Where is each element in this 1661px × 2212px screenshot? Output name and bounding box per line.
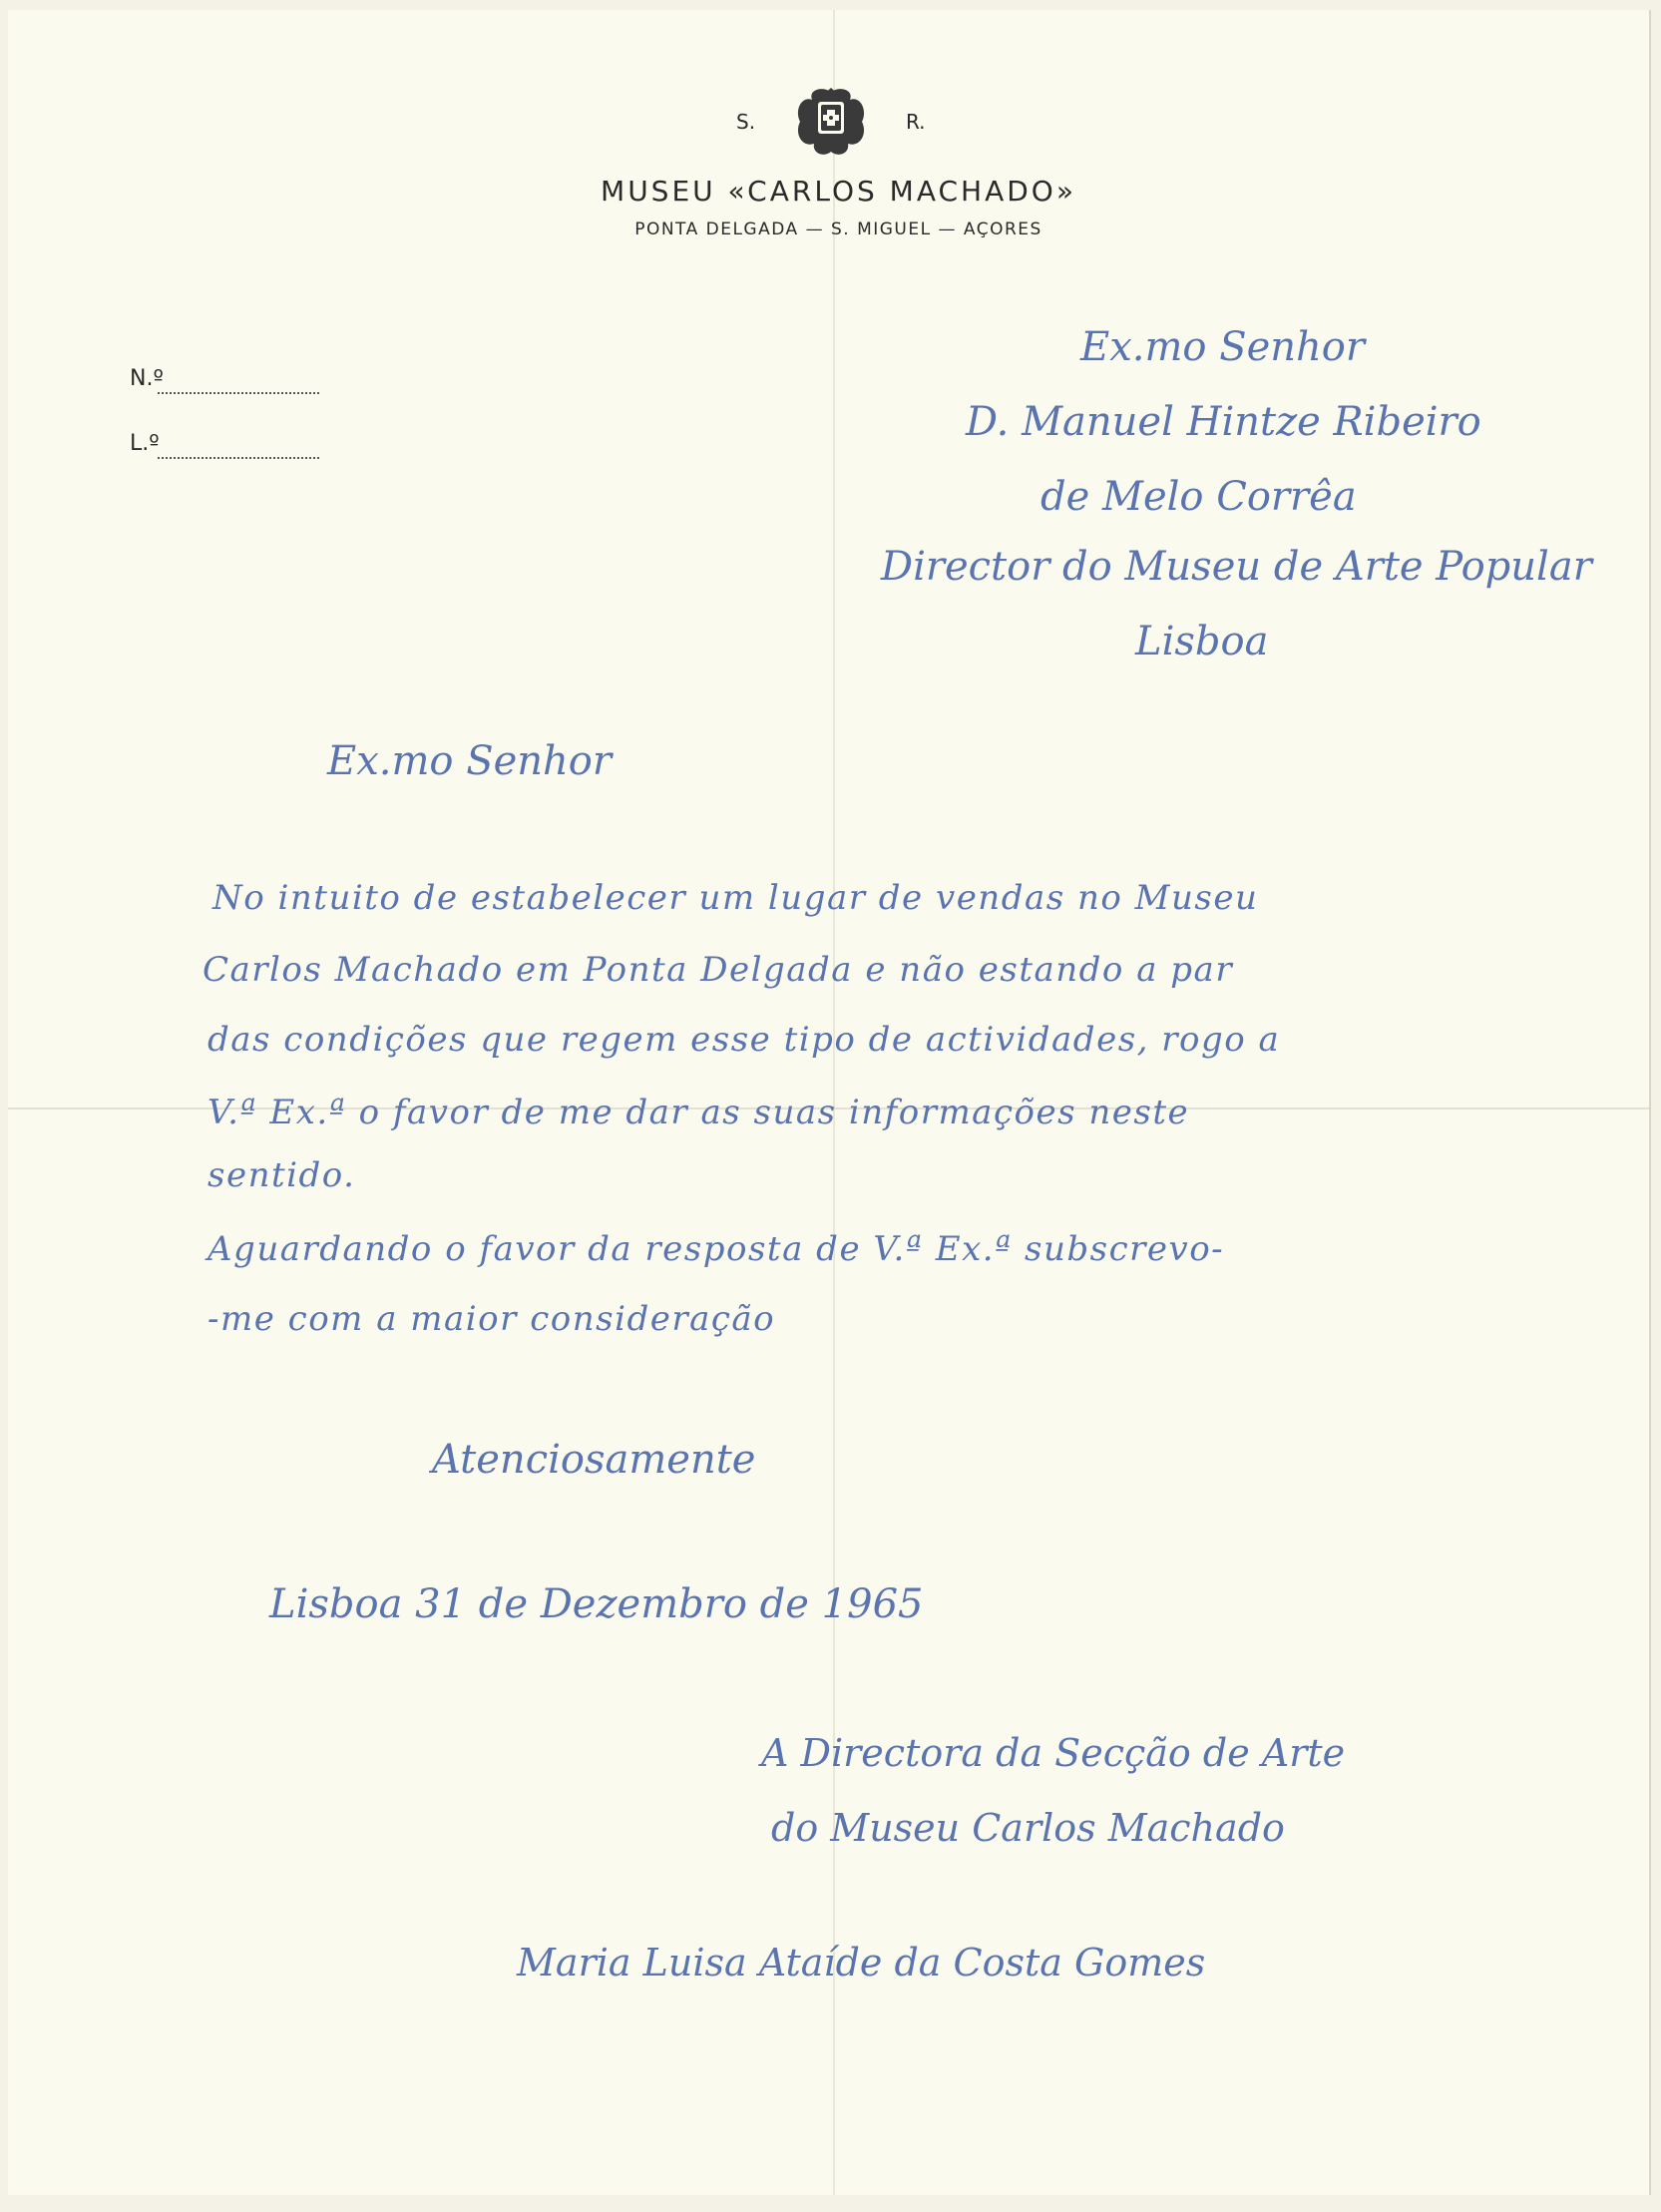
recipient-title: Director do Museu de Arte Popular [881,544,1592,590]
body-line: Aguardando o favor da resposta de V.ª Ex.ª subscrevo- [208,1229,1225,1269]
letterhead-right-initial: R. [906,110,926,134]
book-label: L.º [130,431,160,456]
signer-role-line1: A Directora da Secção de Arte [761,1731,1346,1775]
body-line: das condições que regem esse tipo de actividades, rogo a [208,1020,1281,1060]
book-field-dots [158,457,319,459]
recipient-city: Lisboa [1135,619,1269,664]
recipient-name-line1: D. Manuel Hintze Ribeiro [966,399,1481,445]
body-line: -me com a maior consideração [208,1299,776,1339]
museum-address: PONTA DELGADA — S. MIGUEL — AÇORES [634,220,1042,239]
signer-role-line2: do Museu Carlos Machado [771,1806,1285,1850]
letter-place-date: Lisboa 31 de Dezembro de 1965 [269,1581,924,1627]
body-line: No intuito de estabelecer um lugar de vendas no Museu [212,878,1259,918]
letterhead-left-initial: S. [736,110,756,134]
number-field-dots [158,392,319,394]
recipient-salutation: Ex.mo Senhor [1080,324,1365,370]
recipient-name-line2: de Melo Corrêa [1040,474,1357,520]
letter-greeting: Ex.mo Senhor [327,738,612,784]
body-line: Carlos Machado em Ponta Delgada e não estando a par [203,950,1234,990]
number-label: N.º [130,366,164,391]
letter-page [8,10,1651,2195]
body-line: sentido. [208,1155,356,1195]
signer-name: Maria Luisa Ataíde da Costa Gomes [517,1941,1206,1985]
museum-name: MUSEU «CARLOS MACHADO» [601,175,1076,208]
letter-closing: Atenciosamente [432,1437,756,1483]
body-line: V.ª Ex.ª o favor de me dar as suas informações neste [208,1093,1190,1132]
coat-of-arms-icon [792,82,870,160]
